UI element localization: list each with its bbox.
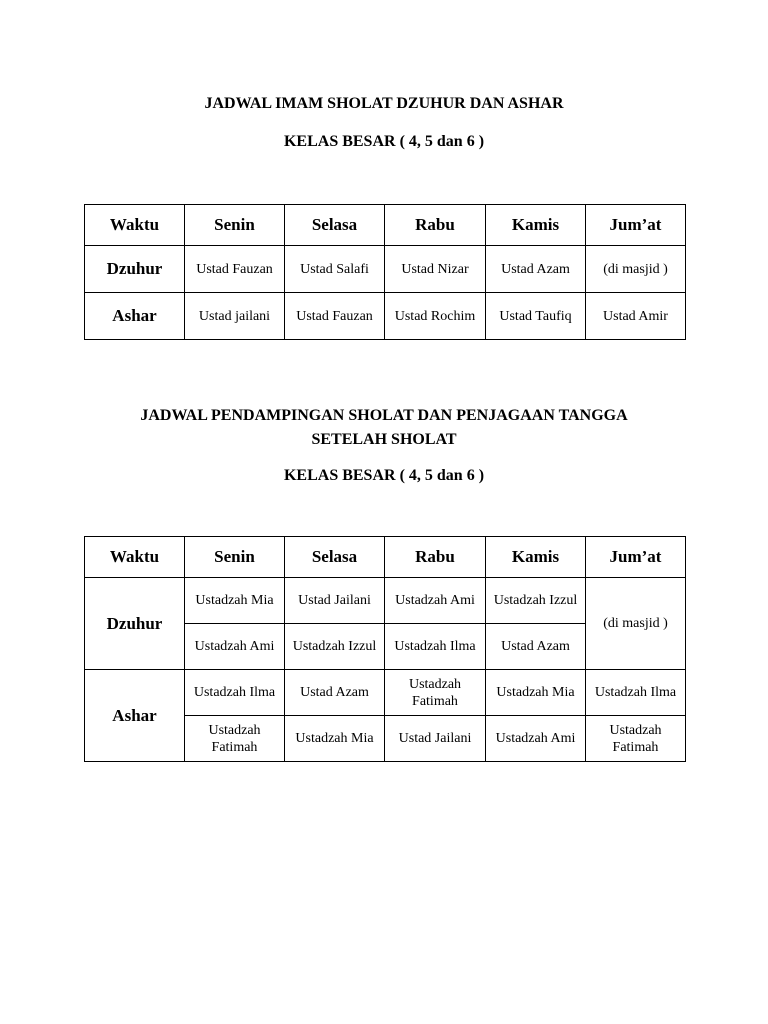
header-waktu: Waktu [85,205,185,246]
schedule-title-line2: SETELAH SHOLAT [311,431,457,448]
cell-dzuhur1-selasa: Ustad Jailani [285,578,385,624]
cell-ashar-kamis: Ustad Taufiq [486,293,586,340]
cell-ashar1-kamis: Ustadzah Mia [486,670,586,716]
schedule-subtitle-imam: KELAS BESAR ( 4, 5 dan 6 ) [283,133,485,150]
cell-ashar1-rabu: Ustadzah Fatimah [385,670,486,716]
cell-ashar2-rabu: Ustad Jailani [385,716,486,762]
cell-ashar-rabu: Ustad Rochim [385,293,486,340]
cell-ashar-selasa: Ustad Fauzan [285,293,385,340]
cell-dzuhur2-selasa: Ustadzah Izzul [285,624,385,670]
cell-ashar-senin: Ustad jailani [185,293,285,340]
cell-ashar1-senin: Ustadzah Ilma [185,670,285,716]
header-selasa: Selasa [285,205,385,246]
header-rabu: Rabu [385,537,486,578]
cell-ashar1-jumat: Ustadzah Ilma [586,670,686,716]
pendamping-schedule-table [84,536,686,762]
cell-dzuhur2-senin: Ustadzah Ami [185,624,285,670]
cell-dzuhur-jumat: (di masjid ) [586,246,686,293]
header-rabu: Rabu [385,205,486,246]
table-row-dzuhur [85,246,686,293]
cell-ashar-jumat: Ustad Amir [586,293,686,340]
imam-schedule-table [84,204,686,340]
cell-ashar2-senin: Ustadzah Fatimah [185,716,285,762]
header-jumat: Jum’at [586,537,686,578]
cell-dzuhur-senin: Ustad Fauzan [185,246,285,293]
row-label-dzuhur: Dzuhur [85,246,185,293]
header-waktu: Waktu [85,537,185,578]
schedule-title-pendamping [0,404,768,452]
header-kamis: Kamis [486,537,586,578]
header-senin: Senin [185,537,285,578]
table-header-row [85,205,686,246]
cell-dzuhur2-kamis: Ustad Azam [486,624,586,670]
cell-ashar2-jumat: Ustadzah Fatimah [586,716,686,762]
cell-dzuhur1-senin: Ustadzah Mia [185,578,285,624]
table-header-row [85,537,686,578]
header-selasa: Selasa [285,537,385,578]
row-label-ashar: Ashar [85,670,185,762]
schedule-title-line1: JADWAL PENDAMPINGAN SHOLAT DAN PENJAGAAN TANGGA [140,407,628,424]
header-jumat: Jum’at [586,205,686,246]
cell-dzuhur2-rabu: Ustadzah Ilma [385,624,486,670]
cell-dzuhur-kamis: Ustad Azam [486,246,586,293]
cell-ashar1-selasa: Ustad Azam [285,670,385,716]
header-kamis: Kamis [486,205,586,246]
table-row-ashar-1 [85,670,686,716]
row-label-ashar: Ashar [85,293,185,340]
table-row-ashar [85,293,686,340]
schedule-title-imam: JADWAL IMAM SHOLAT DZUHUR DAN ASHAR [204,95,564,112]
table-row-dzuhur-1 [85,578,686,624]
row-label-dzuhur: Dzuhur [85,578,185,670]
cell-ashar2-selasa: Ustadzah Mia [285,716,385,762]
cell-ashar2-kamis: Ustadzah Ami [486,716,586,762]
cell-dzuhur-selasa: Ustad Salafi [285,246,385,293]
cell-dzuhur1-kamis: Ustadzah Izzul [486,578,586,624]
cell-dzuhur-rabu: Ustad Nizar [385,246,486,293]
cell-dzuhur1-rabu: Ustadzah Ami [385,578,486,624]
header-senin: Senin [185,205,285,246]
cell-dzuhur-jumat: (di masjid ) [586,578,686,670]
schedule-subtitle-pendamping: KELAS BESAR ( 4, 5 dan 6 ) [283,467,485,484]
